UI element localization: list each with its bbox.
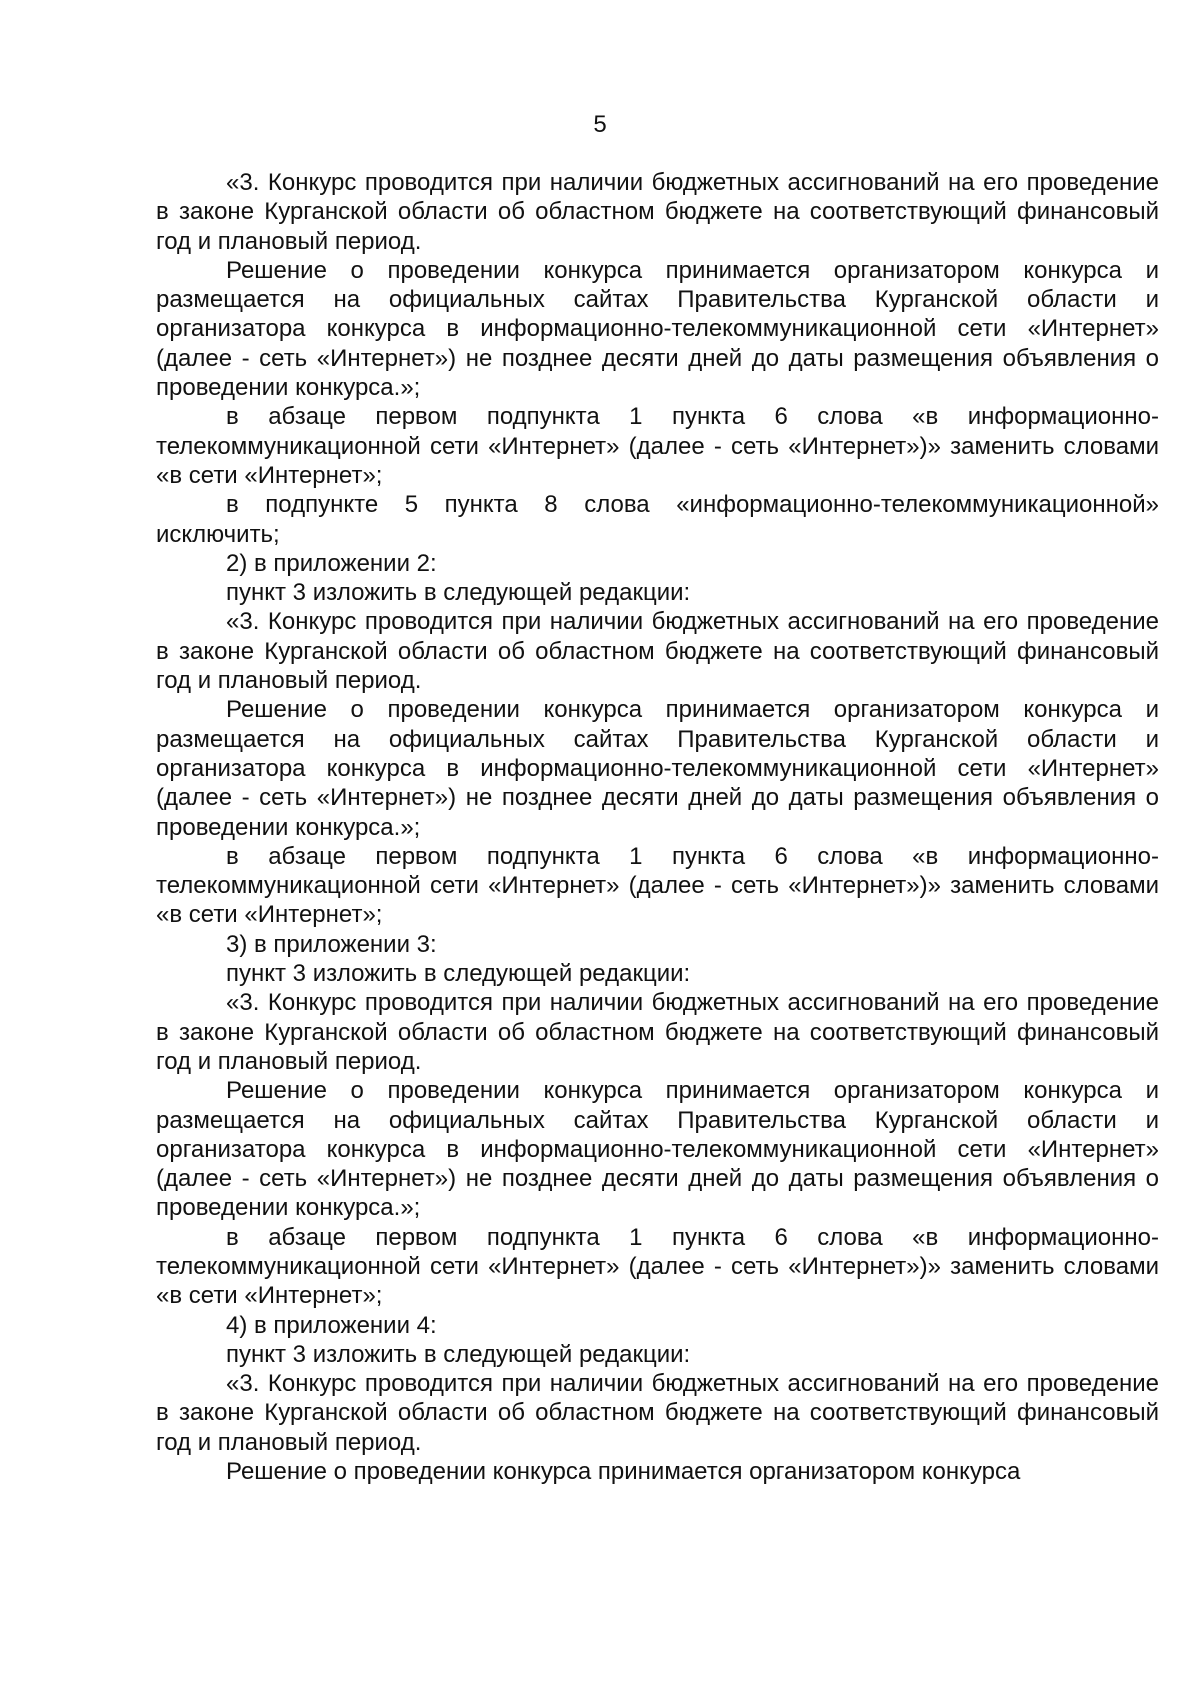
paragraph: 3) в приложении 3: [226,930,437,958]
paragraph: Решение о проведении конкурса принимается организатором конкурса и размещается на официальных сайтах Правительства Курганской области и организатора конкурса в информационно-телекоммуникационной сети «Интернет» (далее - сеть «Интернет») не позднее десяти дней до даты размещения объявления о проведении конкурса.»; [156,1077,1159,1222]
paragraph: 2) в приложении 2: [226,549,437,577]
paragraph: Решение о проведении конкурса принимается организатором конкурса [226,1458,1021,1486]
paragraph: «3. Конкурс проводится при наличии бюджетных ассигнований на его проведение в законе Курганской области об областном бюджете на соответствующий финансовый год и плановый период. [156,1370,1159,1456]
paragraph: в абзаце первом подпункта 1 пункта 6 слова «в информационно-телекоммуникационной сети «Интернет» (далее - сеть «Интернет»)» заменить словами «в сети «Интернет»; [156,1223,1159,1310]
paragraph: Решение о проведении конкурса принимается организатором конкурса и размещается на официальных сайтах Правительства Курганской области и организатора конкурса в информационно-телекоммуникационной сети «Интернет» (далее - сеть «Интернет») не позднее десяти дней до даты размещения объявления о проведении конкурса.»; [156,696,1159,841]
paragraph: пункт 3 изложить в следующей редакции: [226,1340,691,1368]
paragraph: «3. Конкурс проводится при наличии бюджетных ассигнований на его проведение в законе Курганской области об областном бюджете на соответствующий финансовый год и плановый период. [156,989,1159,1075]
paragraph: 4) в приложении 4: [226,1311,437,1339]
paragraph: пункт 3 изложить в следующей редакции: [226,960,691,988]
paragraph: Решение о проведении конкурса принимается организатором конкурса и размещается на официальных сайтах Правительства Курганской области и организатора конкурса в информационно-телекоммуникационной сети «Интернет» (далее - сеть «Интернет») не позднее десяти дней до даты размещения объявления о проведении конкурса.»; [156,256,1159,402]
paragraph: в абзаце первом подпункта 1 пункта 6 слова «в информационно-телекоммуникационной сети «Интернет» (далее - сеть «Интернет»)» заменить словами «в сети «Интернет»; [156,403,1159,489]
paragraph: в абзаце первом подпункта 1 пункта 6 слова «в информационно-телекоммуникационной сети «Интернет» (далее - сеть «Интернет»)» заменить словами «в сети «Интернет»; [156,842,1159,929]
paragraph: «3. Конкурс проводится при наличии бюджетных ассигнований на его проведение в законе Курганской области об областном бюджете на соответствующий финансовый год и плановый период. [156,608,1159,695]
document-body [156,168,1159,1486]
page-number: 5 [593,111,607,138]
paragraph: «3. Конкурс проводится при наличии бюджетных ассигнований на его проведение в законе Курганской области об областном бюджете на соответствующий финансовый год и плановый период. [156,169,1159,255]
paragraph: в подпункте 5 пункта 8 слова «информационно-телекоммуникационной» исключить; [156,491,1159,548]
paragraph: пункт 3 изложить в следующей редакции: [226,579,691,607]
